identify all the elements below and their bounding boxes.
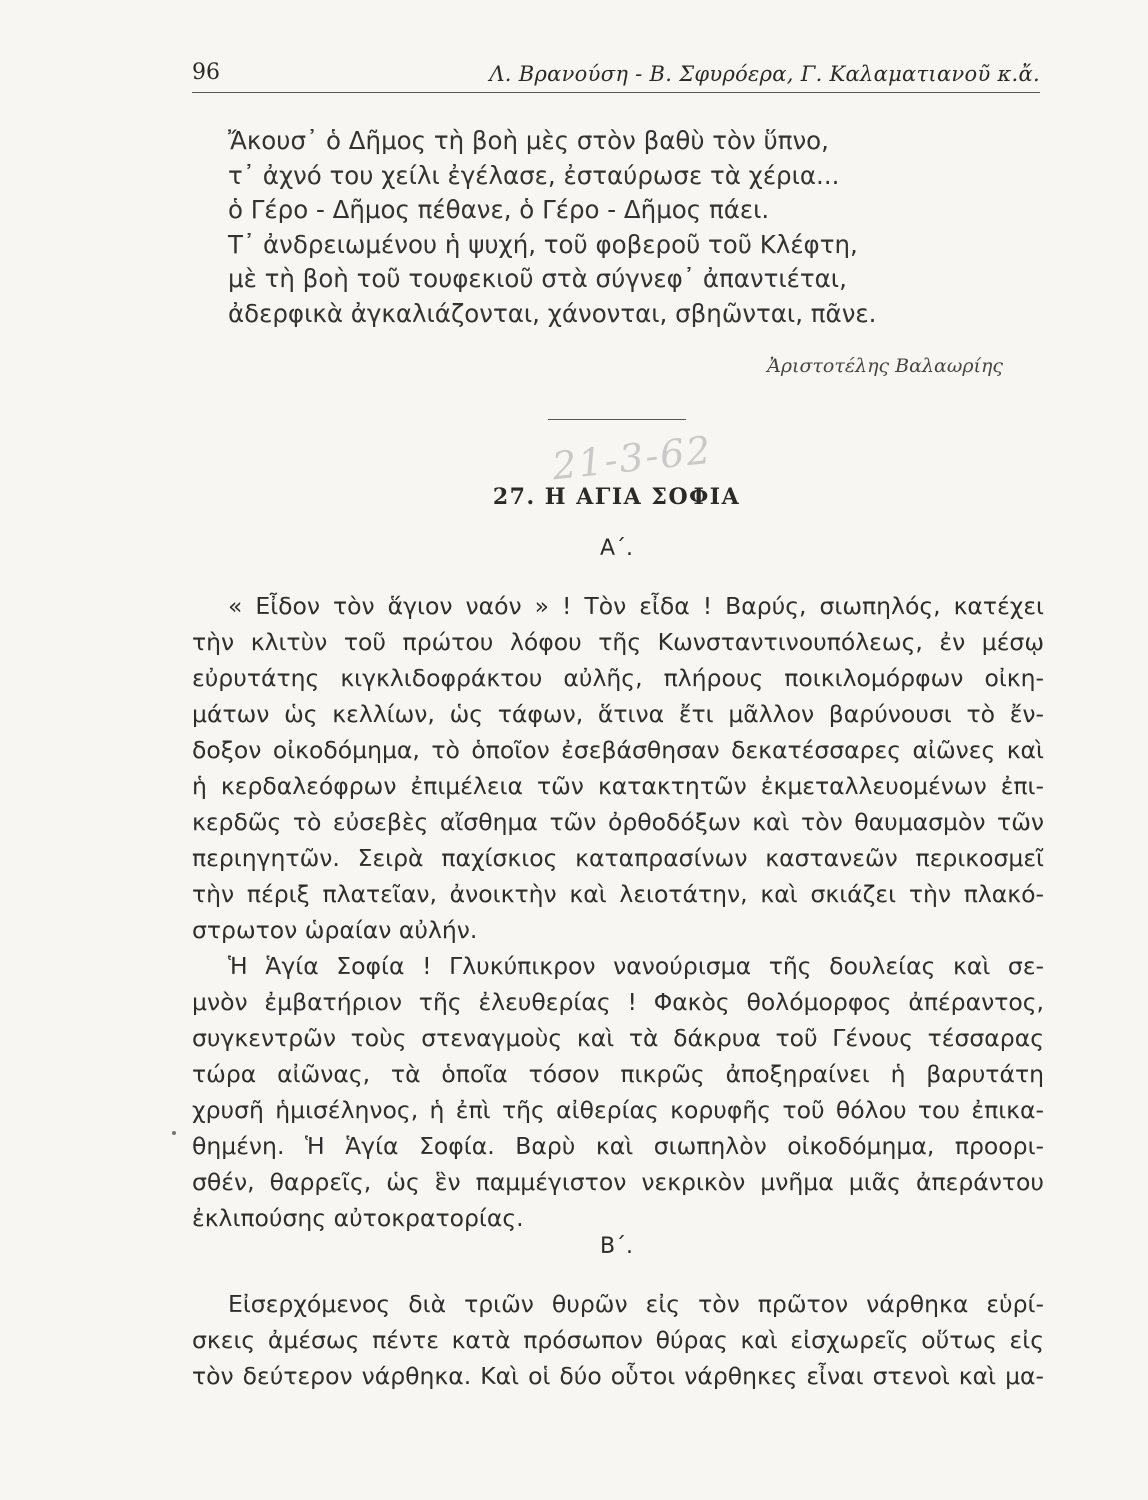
text-line: « Εἶδον τὸν ἅγιον ναόν » ! Τὸν εἶδα ! Βαρύς, σιωπηλός, κατέχει [228, 592, 1044, 620]
poem-line: Ἄκουσ᾽ ὁ Δῆμος τὴ βοὴ μὲς στὸν βαθὺ τὸν ὕπνο, [228, 126, 829, 155]
text-line: συγκεντρῶν τοὺς στεναγμοὺς καὶ τὰ δάκρυα τοῦ Γένους τέσσαρας [192, 1024, 1044, 1052]
text-line: Ἡ Ἁγία Σοφία ! Γλυκύπικρον νανούρισμα τῆς δουλείας καὶ σε- [228, 952, 1044, 980]
running-head: Λ. Βρανούση - Β. Σφυρόερα, Γ. Καλαματιανοῦ κ.ἄ. [489, 62, 1040, 86]
section-a-text [192, 588, 1044, 1236]
poem-line: ἀδερφικὰ ἀγκαλιάζονται, χάνονται, σβηῶνται, πᾶνε. [228, 298, 877, 328]
text-line: κερδῶς τὸ εὐσεβὲς αἴσθημα τῶν ὀρθοδόξων καὶ τὸν θαυμασμὸν τῶν [192, 808, 1044, 836]
section-b-text [192, 1286, 1044, 1394]
chapter-title: 27. Η ΑΓΙΑ ΣΟΦΙΑ [492, 484, 741, 510]
text-line: τὸν δεύτερον νάρθηκα. Καὶ οἱ δύο οὗτοι νάρθηκες εἶναι στενοὶ καὶ μα- [192, 1362, 1044, 1390]
text-line: τὴν πέριξ πλατεῖαν, ἀνοικτὴν καὶ λειοτάτην, καὶ σκιάζει τὴν πλακό- [192, 880, 1044, 908]
handwritten-date-annotation: 21-3-62 [550, 427, 715, 489]
text-line: σκεις ἀμέσως πέντε κατὰ πρόσωπον θύρας καὶ εἰσχωρεῖς οὕτως εἰς [192, 1326, 1044, 1354]
text-line: ἡ κερδαλεόφρων ἐπιμέλεια τῶν κατακτητῶν ἐκμεταλλευομένων ἐπι- [192, 772, 1044, 800]
poem-line: ὁ Γέρο - Δῆμος πέθανε, ὁ Γέρο - Δῆμος πάει. [228, 195, 770, 225]
text-line: εὐρυτάτης κιγκλιδοφράκτου αὐλῆς, πλήρους ποικιλομόρφων οἰκη- [192, 664, 1044, 692]
poem-line: Τ᾽ ἀνδρειωμένου ἡ ψυχή, τοῦ φοβεροῦ τοῦ Κλέφτη, [228, 229, 858, 259]
text-line: δοξον οἰκοδόμημα, τὸ ὁποῖον ἐσεβάσθησαν δεκατέσσαρες αἰῶνες καὶ [192, 736, 1044, 764]
section-divider [548, 419, 686, 420]
poem-line: τ᾽ ἀχνό του χείλι ἐγέλασε, ἐσταύρωσε τὰ χέρια... [228, 160, 840, 190]
text-line: τώρα αἰῶνας, τὰ ὁποῖα τόσον πικρῶς ἀποξηραίνει ἡ βαρυτάτη [192, 1060, 1044, 1088]
margin-mark [172, 1131, 176, 1135]
text-line: Εἰσερχόμενος διὰ τριῶν θυρῶν εἰς τὸν πρῶτον νάρθηκα εὑρί- [228, 1290, 1044, 1318]
section-a-label: Α΄. [599, 536, 634, 561]
text-line: τὴν κλιτὺν τοῦ πρώτου λόφου τῆς Κωνσταντινουπόλεως, ἐν μέσῳ [192, 628, 1044, 656]
text-line: θημένη. Ἡ Ἁγία Σοφία. Βαρὺ καὶ σιωπηλὸν οἰκοδόμημα, προορι- [192, 1132, 1044, 1160]
poem-author: Ἀριστοτέλης Βαλαωρίης [767, 355, 1003, 377]
text-line: χρυσῆ ἡμισέληνος, ἡ ἐπὶ τῆς αἰθερίας κορυφῆς τοῦ θόλου του ἐπικα- [192, 1096, 1044, 1124]
text-line: μάτων ὡς κελλίων, ὡς τάφων, ἅτινα ἔτι μᾶλλον βαρύνουσι τὸ ἔν- [192, 700, 1044, 728]
text-line: ἐκλιπούσης αὐτοκρατορίας. [192, 1204, 524, 1232]
section-b-label: Β΄. [599, 1234, 634, 1259]
poem-stanza [228, 124, 1008, 332]
text-line: μνὸν ἐμβατήριον τῆς ἐλευθερίας ! Φακὸς θολόμορφος ἀπέραντος, [192, 988, 1044, 1016]
text-line: στρωτον ὡραίαν αὐλήν. [192, 916, 478, 944]
text-line: περιηγητῶν. Σειρὰ παχίσκιος καταπρασίνων καστανεῶν περικοσμεῖ [192, 844, 1044, 872]
page-number: 96 [192, 60, 220, 85]
page-header [192, 58, 1040, 93]
poem-line: μὲ τὴ βοὴ τοῦ τουφεκιοῦ στὰ σύγνεφ᾽ ἀπαντιέται, [228, 264, 847, 294]
text-line: σθέν, θαρρεῖς, ὡς ἓν παμμέγιστον νεκρικὸν μνῆμα μιᾶς ἀπεράντου [192, 1168, 1044, 1196]
